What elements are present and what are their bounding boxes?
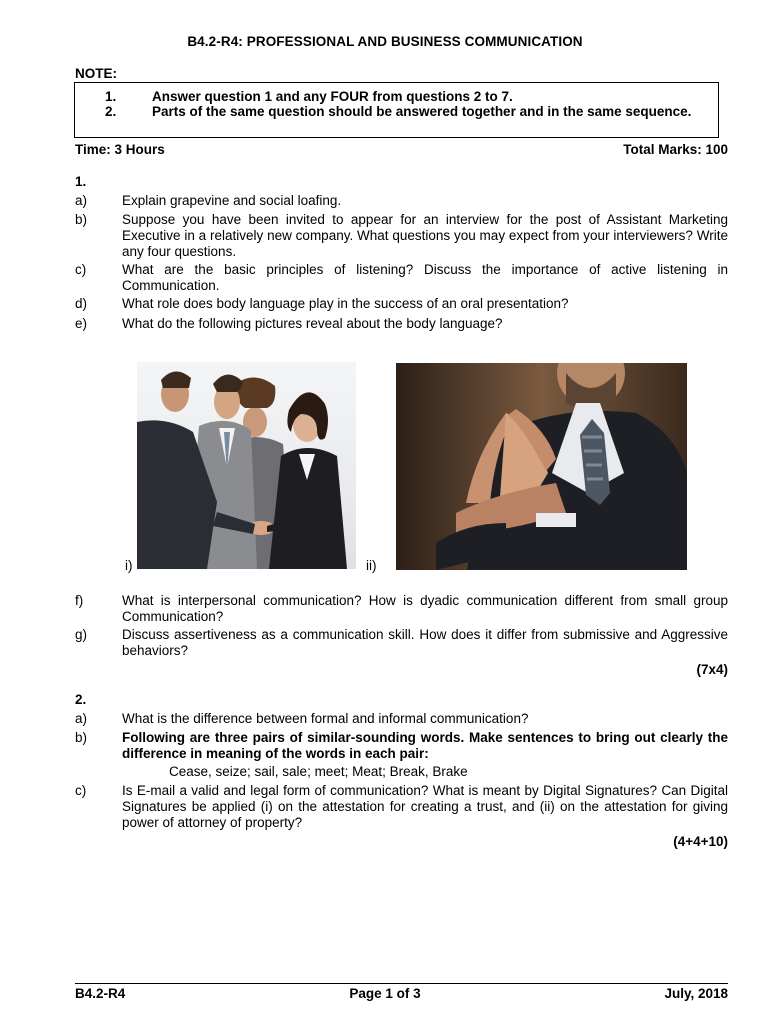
footer-page-number: Page 1 of 3 [349, 986, 421, 1001]
question-marks: (4+4+10) [673, 834, 728, 849]
question-part [75, 193, 728, 209]
note-item-number: 2. [105, 104, 117, 119]
steepled-hands-businessman-photo [396, 363, 687, 570]
question-part-label: b) [75, 730, 88, 745]
note-item-number: 1. [105, 89, 117, 104]
exam-time: Time: 3 Hours [75, 142, 165, 157]
footer-date: July, 2018 [664, 986, 728, 1001]
note-item-text: Parts of the same question should be answered together and in the same sequence. [152, 104, 692, 119]
question-part-label: g) [75, 627, 88, 642]
question-part-text: Discuss assertiveness as a communication skill. How does it differ from submissive and Aggressive behaviors? [122, 627, 728, 658]
question-part-label: a) [75, 193, 88, 208]
question-number: 2. [75, 692, 87, 707]
picture-label: i) [125, 558, 133, 573]
question-part [75, 783, 728, 831]
question-part [75, 296, 728, 312]
question-part-label: f) [75, 593, 84, 608]
question-part [75, 730, 728, 762]
question-part [75, 627, 728, 659]
question-part-text: What role does body language play in the success of an oral presentation? [122, 296, 569, 311]
question-part-text: Suppose you have been invited to appear for an interview for the post of Assistant Marketing Executive in a relatively new company. What questions you may expect from your interviewers? Write any four questions. [122, 212, 728, 259]
question-part-text: What are the basic principles of listening? Discuss the importance of active listening in Communication. [122, 262, 728, 293]
note-box [74, 82, 719, 138]
question-part [75, 711, 728, 727]
question-part [75, 316, 728, 332]
question-marks: (7x4) [696, 662, 728, 677]
footer-paper-code: B4.2-R4 [75, 986, 126, 1001]
question-part-text: What is interpersonal communication? How is dyadic communication different from small group Communication? [122, 593, 728, 624]
handshake-business-people-photo [137, 362, 356, 569]
note-item-text: Answer question 1 and any FOUR from questions 2 to 7. [152, 89, 513, 104]
note-label: NOTE: [75, 66, 117, 81]
question-part-label: c) [75, 783, 87, 798]
total-marks: Total Marks: 100 [623, 142, 728, 157]
question-part-text: What is the difference between formal and informal communication? [122, 711, 529, 726]
question-number: 1. [75, 174, 87, 189]
question-part-text: Explain grapevine and social loafing. [122, 193, 342, 208]
question-part-label: e) [75, 316, 88, 331]
question-part-label: b) [75, 212, 88, 227]
question-part-text: What do the following pictures reveal about the body language? [122, 316, 503, 331]
picture-label: ii) [366, 558, 377, 573]
question-part-label: d) [75, 296, 88, 311]
question-part-text: Following are three pairs of similar-sounding words. Make sentences to bring out clearly the difference in meaning of the words in each pair: [122, 730, 728, 761]
question-part [75, 262, 728, 294]
footer-divider [75, 983, 728, 984]
question-part-label: c) [75, 262, 87, 277]
question-part [75, 593, 728, 625]
page-title: B4.2-R4: PROFESSIONAL AND BUSINESS COMMUNICATION [187, 34, 583, 49]
question-part-label: a) [75, 711, 88, 726]
word-pairs: Cease, seize; sail, sale; meet; Meat; Break, Brake [169, 764, 468, 779]
question-part [75, 212, 728, 260]
question-part-text: Is E-mail a valid and legal form of communication? What is meant by Digital Signatures? Can Digital Signatures be applied (i) on the attestation for creating a trust, and (ii) on the attestation for giving power of attorney of property? [122, 783, 728, 830]
